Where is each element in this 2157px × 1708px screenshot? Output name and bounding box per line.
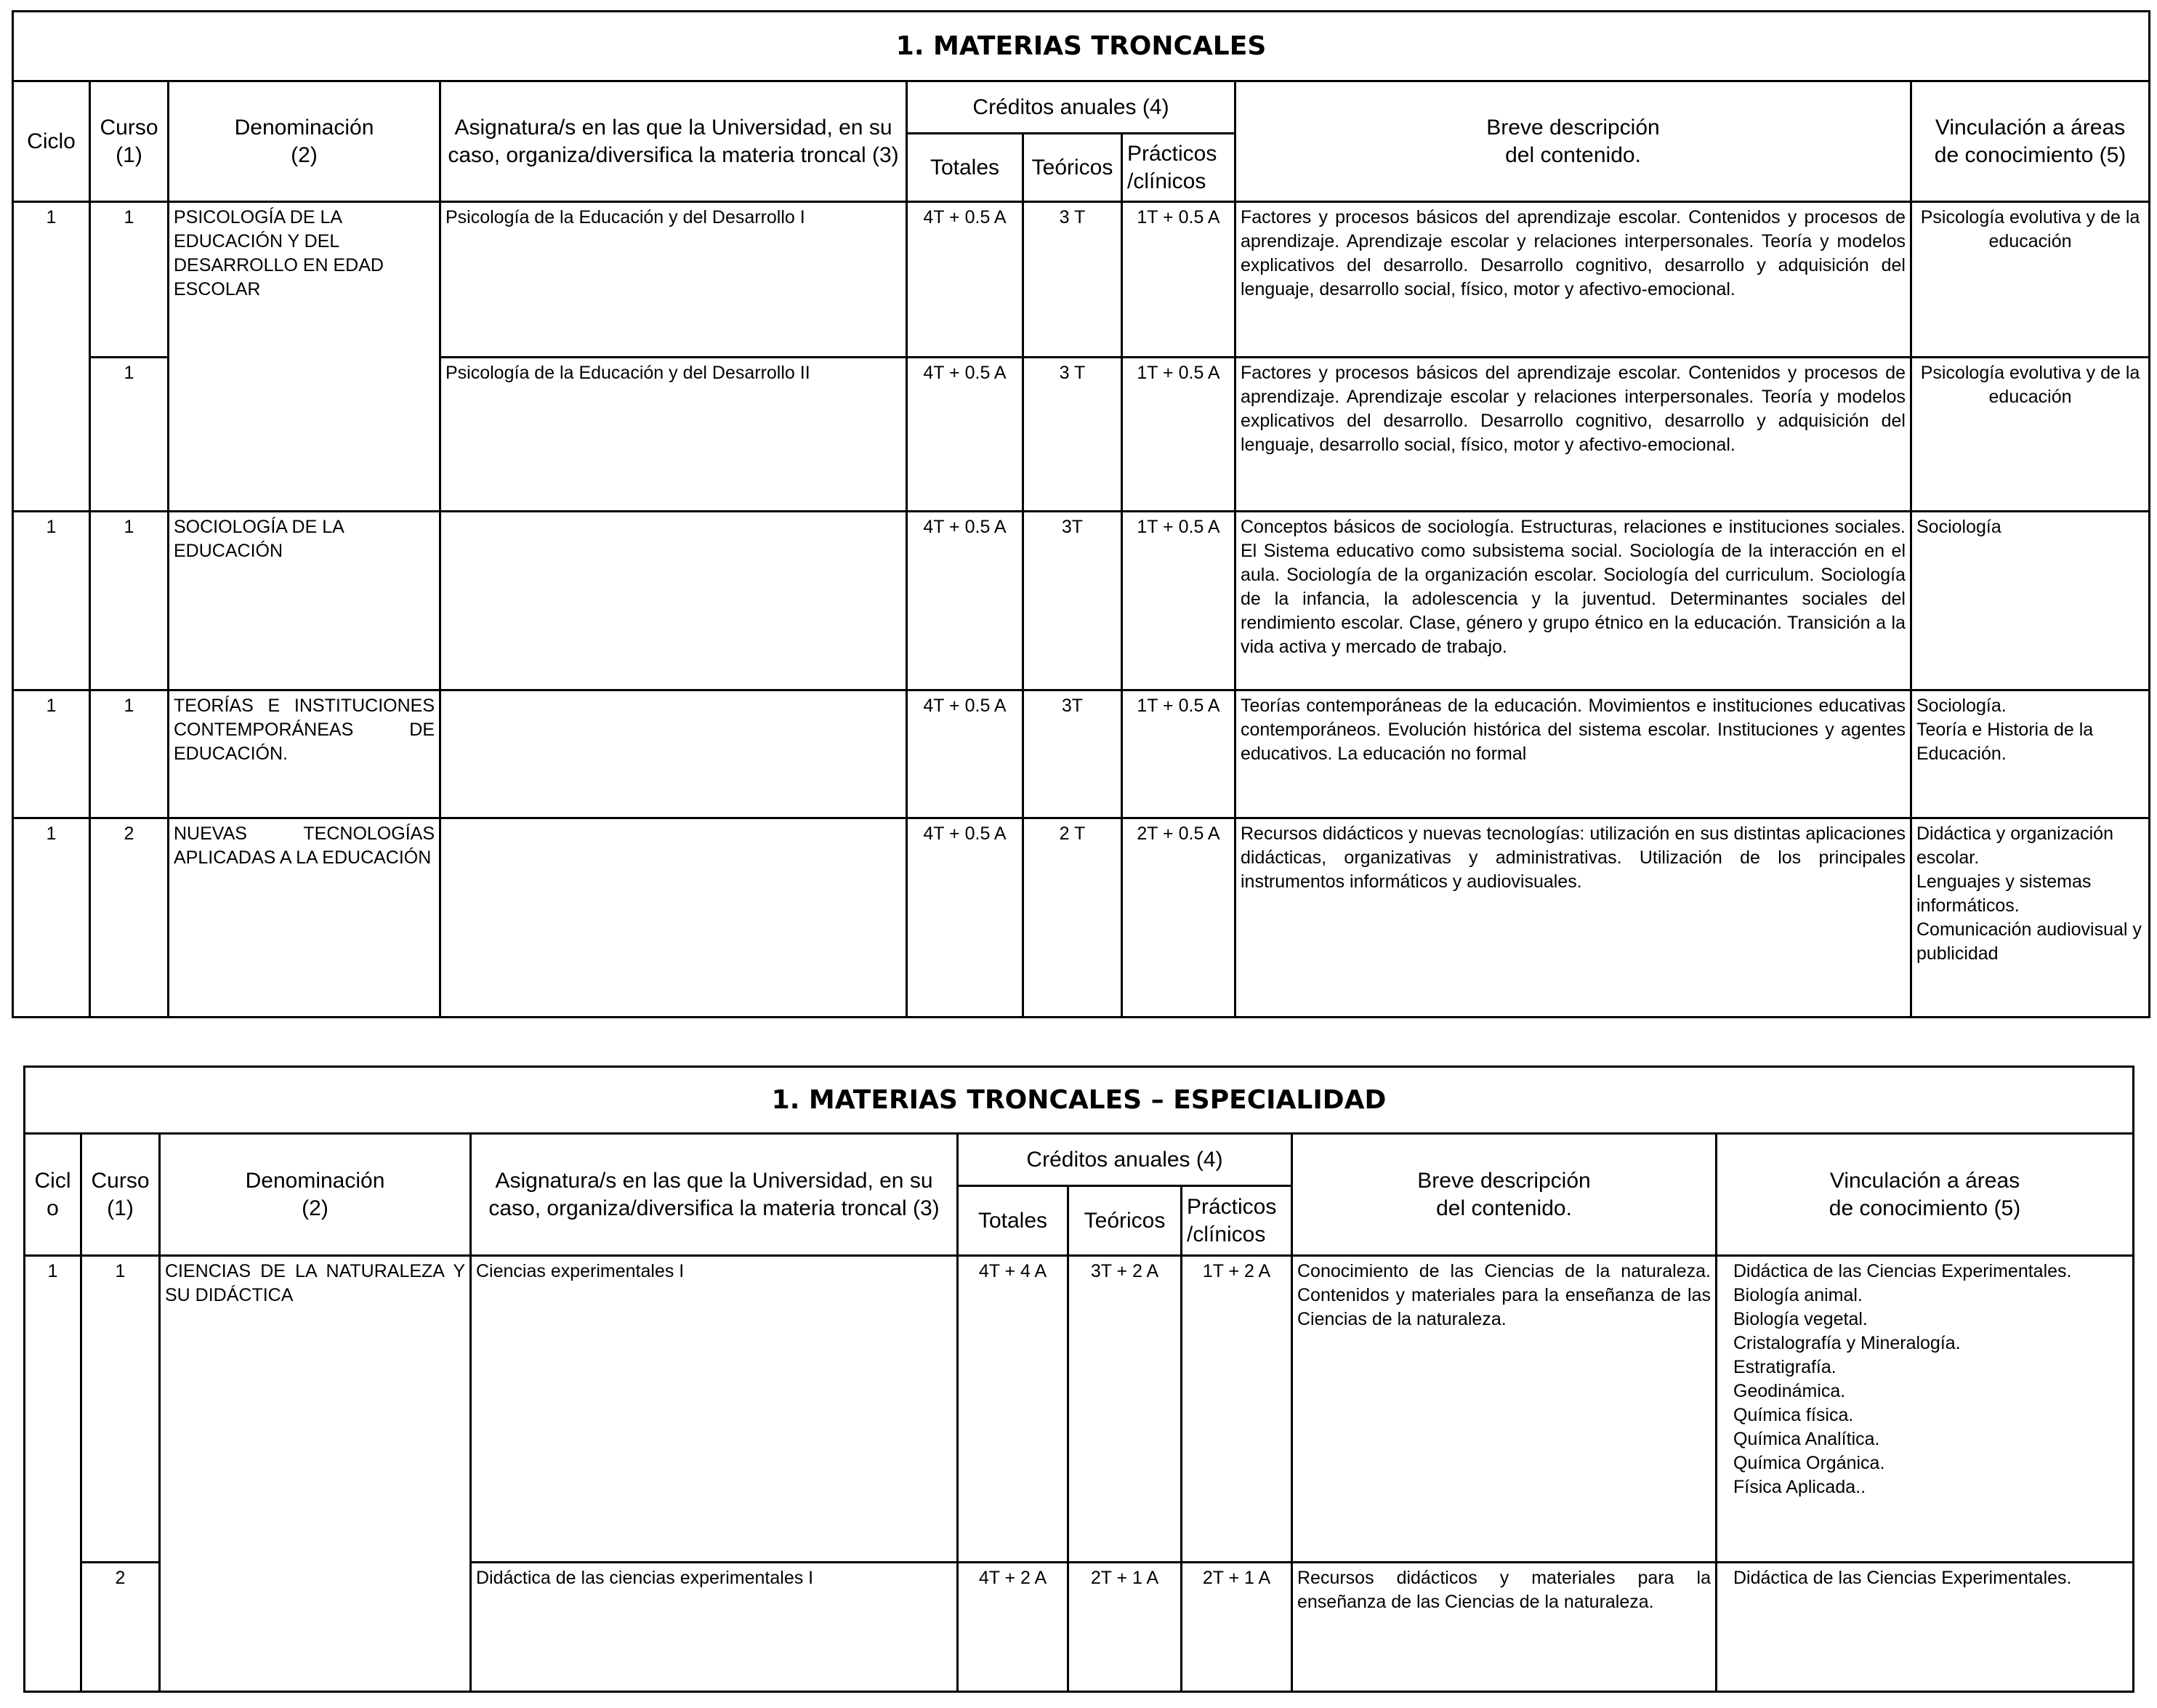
cell-descripcion: Factores y procesos básicos del aprendizaje escolar. Contenidos y procesos de aprendizaje. Aprendizaje escolar y relaciones interpersonales. Teoría y modelos explicativos del desarrollo. Desarrollo cognitivo, desarrollo y adquisición del lenguaje, desarrollo social, físico, motor y afectivo-emocional. — [1235, 358, 1911, 512]
cell-curso: 2 — [81, 1563, 160, 1692]
header-creditos: Créditos anuales (4) — [958, 1134, 1292, 1186]
header-vinculacion: Vinculación a áreas de conocimiento (5) — [1911, 81, 2150, 202]
cell-teoricos: 3 T — [1023, 202, 1122, 358]
cell-denominacion: PSICOLOGÍA DE LA EDUCACIÓN Y DEL DESARROLLO EN EDAD ESCOLAR — [169, 202, 440, 512]
cell-totales: 4T + 4 A — [958, 1256, 1068, 1563]
cell-asignatura — [440, 818, 907, 1018]
table2-title: 1. MATERIAS TRONCALES – ESPECIALIDAD — [25, 1067, 2134, 1134]
cell-curso: 1 — [90, 358, 169, 512]
cell-ciclo: 1 — [13, 512, 90, 690]
cell-practicos: 1T + 0.5 A — [1122, 512, 1235, 690]
header-asignatura: Asignatura/s en las que la Universidad, en su caso, organiza/diversifica la materia troncal (3) — [440, 81, 907, 202]
cell-totales: 4T + 0.5 A — [907, 202, 1023, 358]
header-descripcion: Breve descripción del contenido. — [1235, 81, 1911, 202]
cell-curso: 2 — [90, 818, 169, 1018]
cell-vinculacion: Didáctica de las Ciencias Experimentales. Biología animal. Biología vegetal. Cristalografía y Mineralogía. Estratigrafía. Geodinámica. Química física. Química Analítica. Química Orgánica. Física Aplicada.. — [1717, 1256, 2134, 1563]
header-teoricos: Teóricos — [1068, 1186, 1182, 1256]
cell-totales: 4T + 2 A — [958, 1563, 1068, 1692]
header-practicos: Prácticos /clínicos — [1122, 134, 1235, 202]
cell-descripcion: Recursos didácticos y nuevas tecnologías: utilización en sus distintas aplicaciones didácticas, organizativas y administrativas. Utilización de los principales instrumentos informáticos y audiovisuales. — [1235, 818, 1911, 1018]
cell-vinculacion: Sociología. Teoría e Historia de la Educación. — [1911, 690, 2150, 818]
header-curso: Curso (1) — [81, 1134, 160, 1256]
cell-curso: 1 — [90, 202, 169, 358]
cell-asignatura: Ciencias experimentales I — [471, 1256, 958, 1563]
header-creditos: Créditos anuales (4) — [907, 81, 1235, 134]
cell-asignatura: Psicología de la Educación y del Desarrollo I — [440, 202, 907, 358]
table-row — [13, 818, 2150, 1018]
header-ciclo: Ciclo — [13, 81, 90, 202]
table-materias-troncales — [12, 10, 2150, 1018]
cell-asignatura: Psicología de la Educación y del Desarrollo II — [440, 358, 907, 512]
table1-title: 1. MATERIAS TRONCALES — [13, 12, 2150, 81]
cell-teoricos: 3T + 2 A — [1068, 1256, 1182, 1563]
table-row — [13, 690, 2150, 818]
table-row — [13, 202, 2150, 358]
header-vinculacion: Vinculación a áreas de conocimiento (5) — [1717, 1134, 2134, 1256]
header-ciclo: Cicl o — [25, 1134, 81, 1256]
cell-teoricos: 2 T — [1023, 818, 1122, 1018]
header-practicos: Prácticos /clínicos — [1182, 1186, 1292, 1256]
header-teoricos: Teóricos — [1023, 134, 1122, 202]
cell-descripcion: Teorías contemporáneas de la educación. Movimientos e instituciones educativas contemporáneos. Evolución histórica del sistema escolar. Instituciones y agentes educativos. La educación no formal — [1235, 690, 1911, 818]
cell-ciclo: 1 — [13, 202, 90, 512]
cell-ciclo: 1 — [13, 690, 90, 818]
cell-teoricos: 3T — [1023, 512, 1122, 690]
header-totales: Totales — [907, 134, 1023, 202]
table-materias-troncales-especialidad — [23, 1066, 2134, 1693]
cell-denominacion: SOCIOLOGÍA DE LA EDUCACIÓN — [169, 512, 440, 690]
cell-descripcion: Conceptos básicos de sociología. Estructuras, relaciones e instituciones sociales. El Sistema educativo como subsistema social. Sociología de la interacción en el aula. Sociología de la organización escolar. Sociología del curriculum. Sociología de la infancia, la adolescencia y la juventud. Determinantes sociales del rendimiento escolar. Clase, género y grupo étnico en la educación. Transición a la vida activa y mercado de trabajo. — [1235, 512, 1911, 690]
cell-denominacion: CIENCIAS DE LA NATURALEZA Y SU DIDÁCTICA — [160, 1256, 471, 1692]
cell-practicos: 1T + 0.5 A — [1122, 202, 1235, 358]
cell-asignatura — [440, 690, 907, 818]
cell-descripcion: Factores y procesos básicos del aprendizaje escolar. Contenidos y procesos de aprendizaje. Aprendizaje escolar y relaciones interpersonales. Teoría y modelos explicativos del desarrollo. Desarrollo cognitivo, desarrollo y adquisición del lenguaje, desarrollo social, físico, motor y afectivo-emocional. — [1235, 202, 1911, 358]
cell-curso: 1 — [81, 1256, 160, 1563]
cell-vinculacion: Psicología evolutiva y de la educación — [1911, 358, 2150, 512]
cell-asignatura — [440, 512, 907, 690]
cell-denominacion: TEORÍAS E INSTITUCIONES CONTEMPORÁNEAS DE EDUCACIÓN. — [169, 690, 440, 818]
table-row — [25, 1256, 2134, 1563]
cell-descripcion: Conocimiento de las Ciencias de la naturaleza. Contenidos y materiales para la enseñanza de las Ciencias de la naturaleza. — [1292, 1256, 1717, 1563]
cell-totales: 4T + 0.5 A — [907, 512, 1023, 690]
header-denominacion: Denominación (2) — [160, 1134, 471, 1256]
cell-denominacion: NUEVAS TECNOLOGÍAS APLICADAS A LA EDUCACIÓN — [169, 818, 440, 1018]
header-asignatura: Asignatura/s en las que la Universidad, en su caso, organiza/diversifica la materia troncal (3) — [471, 1134, 958, 1256]
cell-ciclo: 1 — [13, 818, 90, 1018]
header-descripcion: Breve descripción del contenido. — [1292, 1134, 1717, 1256]
cell-practicos: 1T + 0.5 A — [1122, 690, 1235, 818]
cell-practicos: 1T + 2 A — [1182, 1256, 1292, 1563]
header-denominacion: Denominación (2) — [169, 81, 440, 202]
table-row — [13, 512, 2150, 690]
header-curso: Curso (1) — [90, 81, 169, 202]
cell-totales: 4T + 0.5 A — [907, 358, 1023, 512]
cell-vinculacion: Psicología evolutiva y de la educación — [1911, 202, 2150, 358]
cell-vinculacion: Sociología — [1911, 512, 2150, 690]
cell-teoricos: 3 T — [1023, 358, 1122, 512]
cell-teoricos: 3T — [1023, 690, 1122, 818]
cell-practicos: 1T + 0.5 A — [1122, 358, 1235, 512]
cell-curso: 1 — [90, 512, 169, 690]
cell-practicos: 2T + 1 A — [1182, 1563, 1292, 1692]
cell-totales: 4T + 0.5 A — [907, 818, 1023, 1018]
cell-curso: 1 — [90, 690, 169, 818]
cell-descripcion: Recursos didácticos y materiales para la enseñanza de las Ciencias de la naturaleza. — [1292, 1563, 1717, 1692]
cell-asignatura: Didáctica de las ciencias experimentales I — [471, 1563, 958, 1692]
cell-ciclo: 1 — [25, 1256, 81, 1692]
cell-vinculacion: Didáctica y organización escolar. Lenguajes y sistemas informáticos. Comunicación audiovisual y publicidad — [1911, 818, 2150, 1018]
cell-vinculacion: Didáctica de las Ciencias Experimentales. — [1717, 1563, 2134, 1692]
cell-totales: 4T + 0.5 A — [907, 690, 1023, 818]
cell-practicos: 2T + 0.5 A — [1122, 818, 1235, 1018]
header-totales: Totales — [958, 1186, 1068, 1256]
cell-teoricos: 2T + 1 A — [1068, 1563, 1182, 1692]
